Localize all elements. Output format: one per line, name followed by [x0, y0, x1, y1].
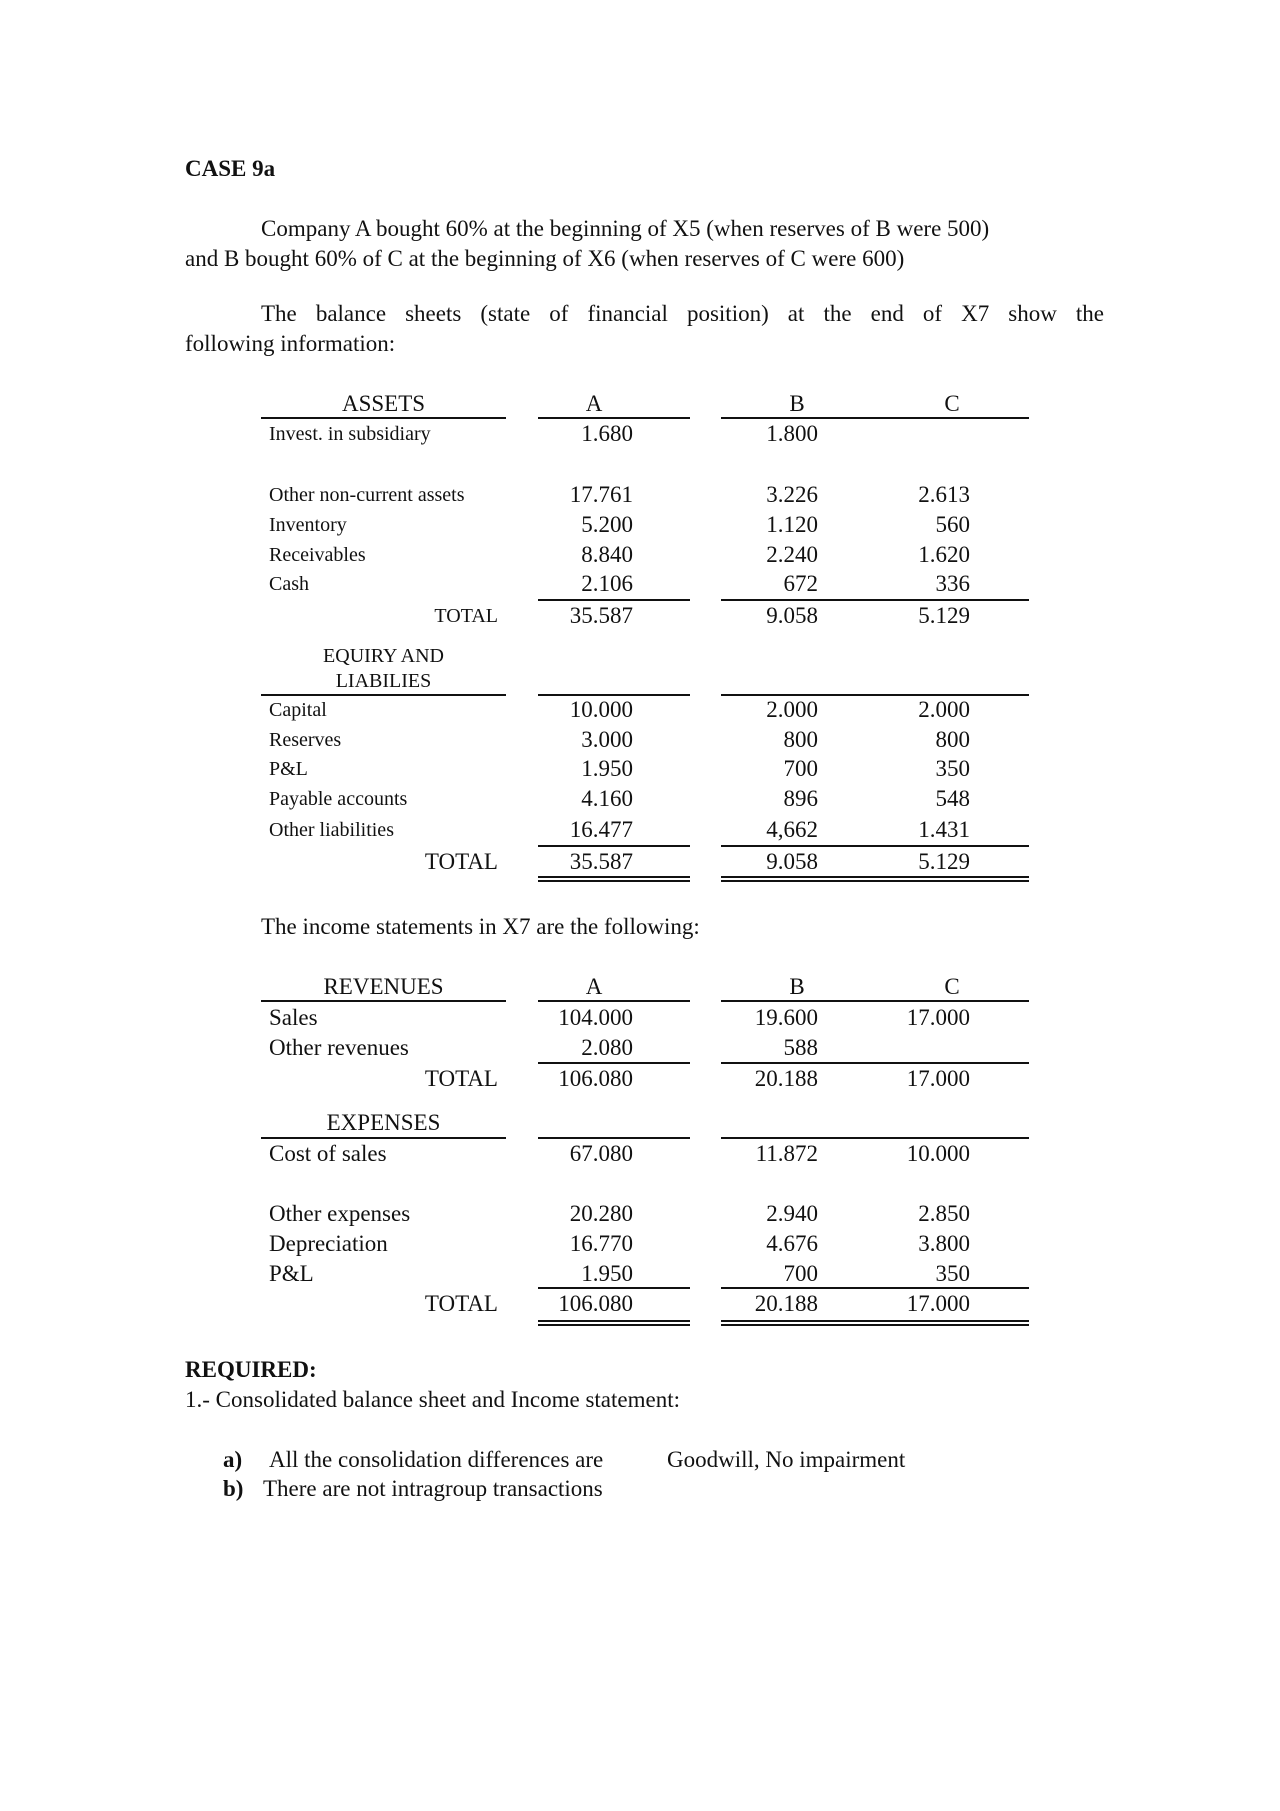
expenses-total-value-c: 17.000 — [906, 1291, 970, 1316]
equity-header-line2: LIABILIES — [335, 670, 432, 692]
equity-row-label: Capital — [269, 699, 327, 721]
equity-row-value-a: 4.160 — [581, 786, 633, 811]
equity-row-value-c: 1.431 — [918, 817, 970, 842]
rule — [721, 1062, 1029, 1064]
equity-row-value-a: 3.000 — [581, 727, 633, 752]
equity-header-line1: EQUIRY AND — [323, 645, 444, 667]
column-header-a: A — [585, 974, 603, 999]
expense-row-value-a: 16.770 — [569, 1231, 633, 1256]
revenues-total-value-b: 20.188 — [754, 1066, 818, 1091]
rule — [261, 1000, 506, 1002]
asset-row-label: Other non-current assets — [269, 484, 465, 506]
rule — [261, 417, 506, 419]
revenues-total-value-a: 106.080 — [558, 1066, 633, 1091]
asset-row-value-b: 1.120 — [766, 512, 818, 537]
column-header-b: B — [789, 974, 805, 999]
income-intro: The income statements in X7 are the following: — [261, 914, 700, 939]
rule — [721, 694, 1029, 696]
revenues-header: REVENUES — [323, 974, 444, 999]
rule — [721, 1137, 1029, 1139]
expense-row-value-b: 700 — [783, 1261, 818, 1286]
asset-row-value-c: 560 — [935, 512, 970, 537]
expense-row-value-c: 10.000 — [906, 1141, 970, 1166]
asset-row-value-a: 5.200 — [581, 512, 633, 537]
equity-row-value-c: 350 — [935, 756, 970, 781]
equity-row-value-b: 700 — [783, 756, 818, 781]
expense-row-label: Depreciation — [269, 1231, 388, 1256]
asset-row-label: Invest. in subsidiary — [269, 423, 431, 445]
required-item-1: 1.- Consolidated balance sheet and Income statement: — [185, 1387, 680, 1412]
column-header-a: A — [585, 391, 603, 416]
expense-row-value-b: 11.872 — [755, 1141, 818, 1166]
note-a-marker: a) — [223, 1447, 243, 1472]
rule — [721, 417, 1029, 419]
revenue-row-value-b: 19.600 — [754, 1005, 818, 1030]
double-rule — [538, 1320, 690, 1326]
expense-row-value-a: 20.280 — [569, 1201, 633, 1226]
note-b-text: There are not intragroup transactions — [263, 1476, 603, 1501]
expense-row-value-b: 4.676 — [766, 1231, 818, 1256]
assets-total-value-a: 35.587 — [569, 603, 633, 628]
expense-row-label: Other expenses — [269, 1201, 411, 1226]
equity-total-value-c: 5.129 — [918, 849, 970, 874]
expense-row-value-c: 3.800 — [918, 1231, 970, 1256]
equity-row-value-a: 16.477 — [569, 817, 633, 842]
equity-row-value-b: 2.000 — [766, 697, 818, 722]
equity-row-value-b: 896 — [783, 786, 818, 811]
revenue-row-value-a: 2.080 — [581, 1035, 633, 1060]
column-header-b: B — [789, 391, 805, 416]
rule — [721, 599, 1029, 601]
revenues-total-label: TOTAL — [424, 1066, 498, 1091]
column-header-c: C — [944, 974, 960, 999]
asset-row-value-a: 2.106 — [581, 571, 633, 596]
paragraph1-line1: Company A bought 60% at the beginning of X5 (when reserves of B were 500) — [261, 216, 990, 241]
rule — [261, 1137, 506, 1139]
column-header-c: C — [944, 391, 960, 416]
expenses-header: EXPENSES — [326, 1110, 441, 1135]
double-rule — [721, 1320, 1029, 1326]
asset-row-value-c: 1.620 — [918, 542, 970, 567]
assets-total-label: TOTAL — [434, 605, 498, 627]
asset-row-label: Cash — [269, 573, 309, 595]
expense-row-value-a: 67.080 — [569, 1141, 633, 1166]
rule — [721, 1287, 1029, 1289]
equity-row-value-c: 548 — [935, 786, 970, 811]
equity-row-value-b: 800 — [783, 727, 818, 752]
revenue-row-value-a: 104.000 — [558, 1005, 633, 1030]
rule — [538, 1287, 690, 1289]
equity-row-label: P&L — [269, 758, 308, 780]
double-rule — [538, 876, 690, 882]
case-title: CASE 9a — [185, 156, 276, 181]
asset-row-value-a: 8.840 — [581, 542, 633, 567]
assets-total-value-b: 9.058 — [766, 603, 818, 628]
expenses-total-label: TOTAL — [424, 1291, 498, 1316]
assets-header: ASSETS — [341, 391, 426, 416]
equity-row-label: Payable accounts — [269, 788, 408, 810]
asset-row-value-c: 2.613 — [918, 482, 970, 507]
required-heading: REQUIRED: — [185, 1357, 317, 1382]
assets-total-value-c: 5.129 — [918, 603, 970, 628]
equity-row-value-c: 800 — [935, 727, 970, 752]
note-a-goodwill: Goodwill, No impairment — [667, 1447, 906, 1472]
asset-row-label: Inventory — [269, 514, 347, 536]
expense-row-value-a: 1.950 — [581, 1261, 633, 1286]
expense-row-value-c: 350 — [935, 1261, 970, 1286]
expense-row-value-b: 2.940 — [766, 1201, 818, 1226]
rule — [721, 845, 1029, 847]
rule — [538, 1062, 690, 1064]
equity-row-label: Reserves — [269, 729, 342, 751]
rule — [721, 1000, 1029, 1002]
rule — [538, 1137, 690, 1139]
asset-row-label: Receivables — [269, 544, 366, 566]
rule — [261, 694, 506, 696]
rule — [538, 417, 690, 419]
revenues-total-value-c: 17.000 — [906, 1066, 970, 1091]
expense-row-label: P&L — [269, 1261, 314, 1286]
revenue-row-label: Other revenues — [269, 1035, 409, 1060]
equity-total-label: TOTAL — [424, 849, 498, 874]
rule — [538, 845, 690, 847]
expense-row-value-c: 2.850 — [918, 1201, 970, 1226]
rule — [538, 694, 690, 696]
asset-row-value-b: 2.240 — [766, 542, 818, 567]
rule — [538, 599, 690, 601]
equity-row-value-c: 2.000 — [918, 697, 970, 722]
expenses-total-value-b: 20.188 — [754, 1291, 818, 1316]
paragraph2-line2: following information: — [185, 331, 396, 356]
expenses-total-value-a: 106.080 — [558, 1291, 633, 1316]
equity-row-value-a: 10.000 — [569, 697, 633, 722]
asset-row-value-a: 1.680 — [581, 421, 633, 446]
asset-row-value-b: 672 — [783, 571, 818, 596]
note-b-marker: b) — [223, 1476, 244, 1501]
equity-total-value-b: 9.058 — [766, 849, 818, 874]
asset-row-value-b: 3.226 — [766, 482, 818, 507]
revenue-row-value-b: 588 — [783, 1035, 818, 1060]
equity-row-value-a: 1.950 — [581, 756, 633, 781]
note-a-text: All the consolidation differences are — [269, 1447, 604, 1472]
equity-row-value-b: 4,662 — [766, 817, 818, 842]
paragraph2-line1: The balance sheets (state of financial position) at the end of X7 show the — [261, 301, 1104, 326]
asset-row-value-c: 336 — [935, 571, 970, 596]
paragraph1-line2: and B bought 60% of C at the beginning of X6 (when reserves of C were 600) — [185, 246, 905, 271]
expense-row-label: Cost of sales — [269, 1141, 387, 1166]
asset-row-value-b: 1.800 — [766, 421, 818, 446]
asset-row-value-a: 17.761 — [569, 482, 633, 507]
rule — [538, 1000, 690, 1002]
revenue-row-label: Sales — [269, 1005, 318, 1030]
equity-row-label: Other liabilities — [269, 819, 394, 841]
double-rule — [721, 876, 1029, 882]
revenue-row-value-c: 17.000 — [906, 1005, 970, 1030]
equity-total-value-a: 35.587 — [569, 849, 633, 874]
